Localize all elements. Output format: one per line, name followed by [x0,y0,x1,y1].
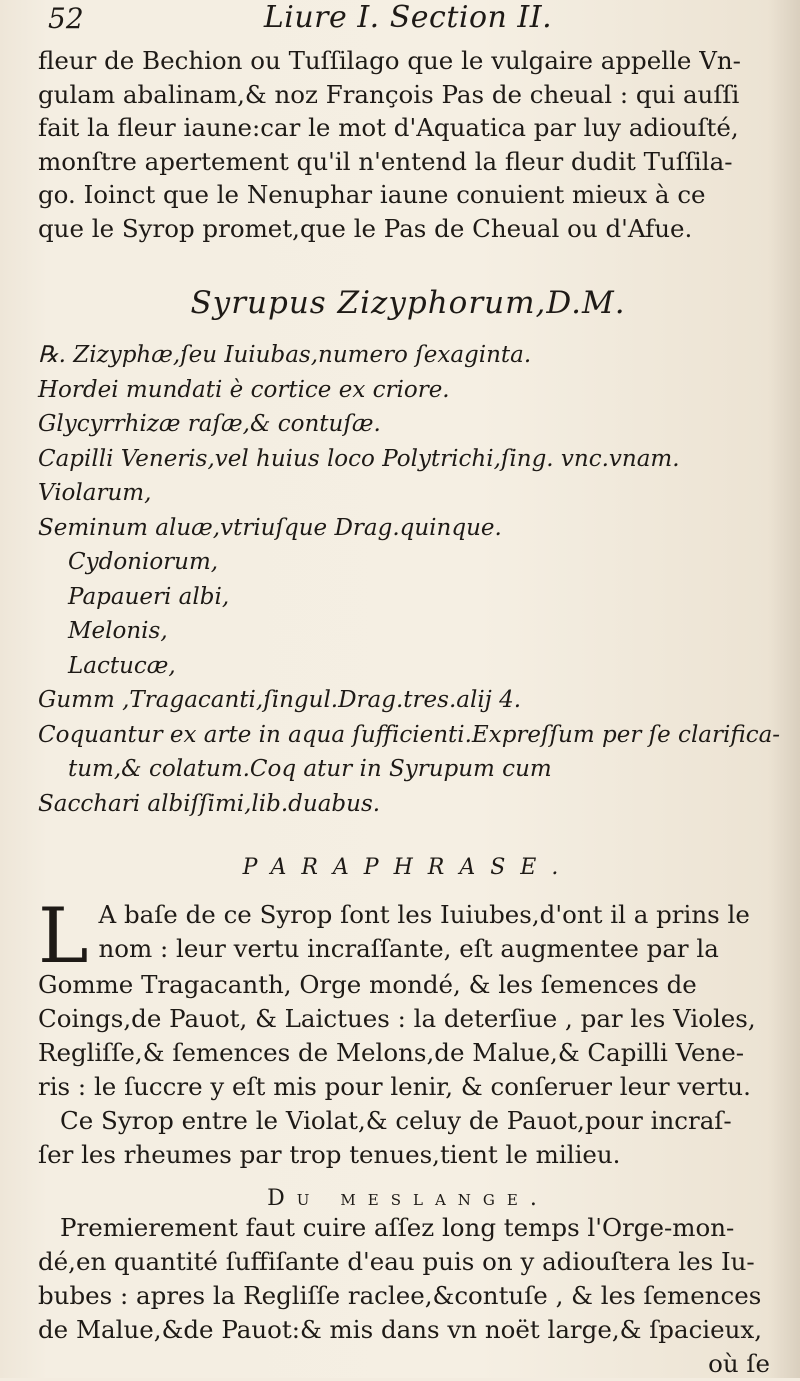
recipe-line: Lactucæ, [68,652,176,679]
text-line: Regliſſe,& ſemences de Melons,de Malue,& Capilli Vene- [38,1038,745,1067]
text-line: fait la fleur iaune:car le mot d'Aquatica par luy adiouſté, [38,113,739,142]
recipe-line: ℞. Zizyphæ,ſeu Iuiubas,numero ſexaginta. [38,342,532,368]
recipe-line: Melonis, [68,618,168,644]
running-head: Liure I. Section II. [263,0,553,35]
recipe-line: Coquantur ex arte in aqua ſufficienti.Expreſſum per ſe clarifica- [38,721,781,748]
page-number: 52 [48,2,84,35]
catchword: où ſe [708,1349,770,1378]
recipe-line: tum,& colatum.Coq atur in Syrupum cum [68,756,552,782]
text-line: go. Ioinct que le Nenuphar iaune conuient mieux à ce [38,180,706,209]
paraphrase-heading: PARAPHRASE. [242,855,574,880]
text-line: Gomme Tragacanth, Orge mondé, & les ſemences de [38,970,697,999]
drop-cap: L [38,891,89,980]
recipe-line: Papaueri albi, [68,583,230,610]
text-line: que le Syrop promet,que le Pas de Cheual ou d'Afue. [38,213,693,243]
text-line: Ce Syrop entre le Violat,& celuy de Pauot,pour incraſ- [60,1106,732,1135]
recipe-line: Seminum aluæ,vtriuſque Drag.quinque. [38,514,502,541]
recipe-line: Sacchari albiſſimi,lib.duabus. [38,790,381,817]
meslange-paragraph [38,1211,778,1381]
recipe-list [38,338,781,821]
text-line: ſer les rheumes par trop tenues,tient le milieu. [38,1140,621,1169]
text-line: de Malue,&de Pauot:& mis dans vn noët large,& ſpacieux, [38,1315,763,1344]
meslange-heading: Du meslange. [267,1186,549,1211]
recipe-line: Capilli Veneris,vel huius loco Polytrichi,ſing. vnc.vnam. [38,445,680,472]
recipe-line: Hordei mundati è cortice ex criore. [38,376,450,403]
text-line: A baſe de ce Syrop ſont les Iuiubes,d'ont il a prins le [98,900,750,929]
text-line: Premierement faut cuire aſſez long temps l'Orge-mon- [60,1213,735,1242]
page-content [38,0,781,1378]
text-line: nom : leur vertu incraſſante, eſt augmentee par la [98,934,719,963]
text-line: Coings,de Pauot, & Laictues : la deterſiue , par les Violes, [38,1004,756,1033]
text-line: ris : le ſuccre y eſt mis pour lenir, & conſeruer leur vertu. [38,1072,751,1101]
recipe-line: Glycyrrhizæ raſæ,& contuſæ. [38,411,381,437]
text-line: gulam abalinam,& noz François Pas de cheual : qui auſſi [38,79,740,109]
text-line: bubes : apres la Regliſſe raclee,&contuſe , & les ſemences [38,1281,762,1310]
page-header [38,0,778,40]
recipe-title: Syrupus Zizyphorum,D.M. [190,285,626,321]
recipe-line: Violarum, [38,480,152,506]
text-line: dé,en quantité ſuffiſante d'eau puis on y adiouſtera les Iu- [38,1247,755,1276]
text-line: fleur de Bechion ou Tuſſilago que le vulgaire appelle Vn- [38,46,741,75]
paraphrase-paragraph [38,891,778,1172]
recipe-line: Cydoniorum, [68,549,219,575]
intro-paragraph [38,44,778,245]
text-line: monſtre apertement qu'il n'entend la fleur dudit Tuſſila- [38,146,733,176]
recipe-line: Gumm ,Tragacanti,ſingul.Drag.tres.alij 4. [38,687,522,713]
